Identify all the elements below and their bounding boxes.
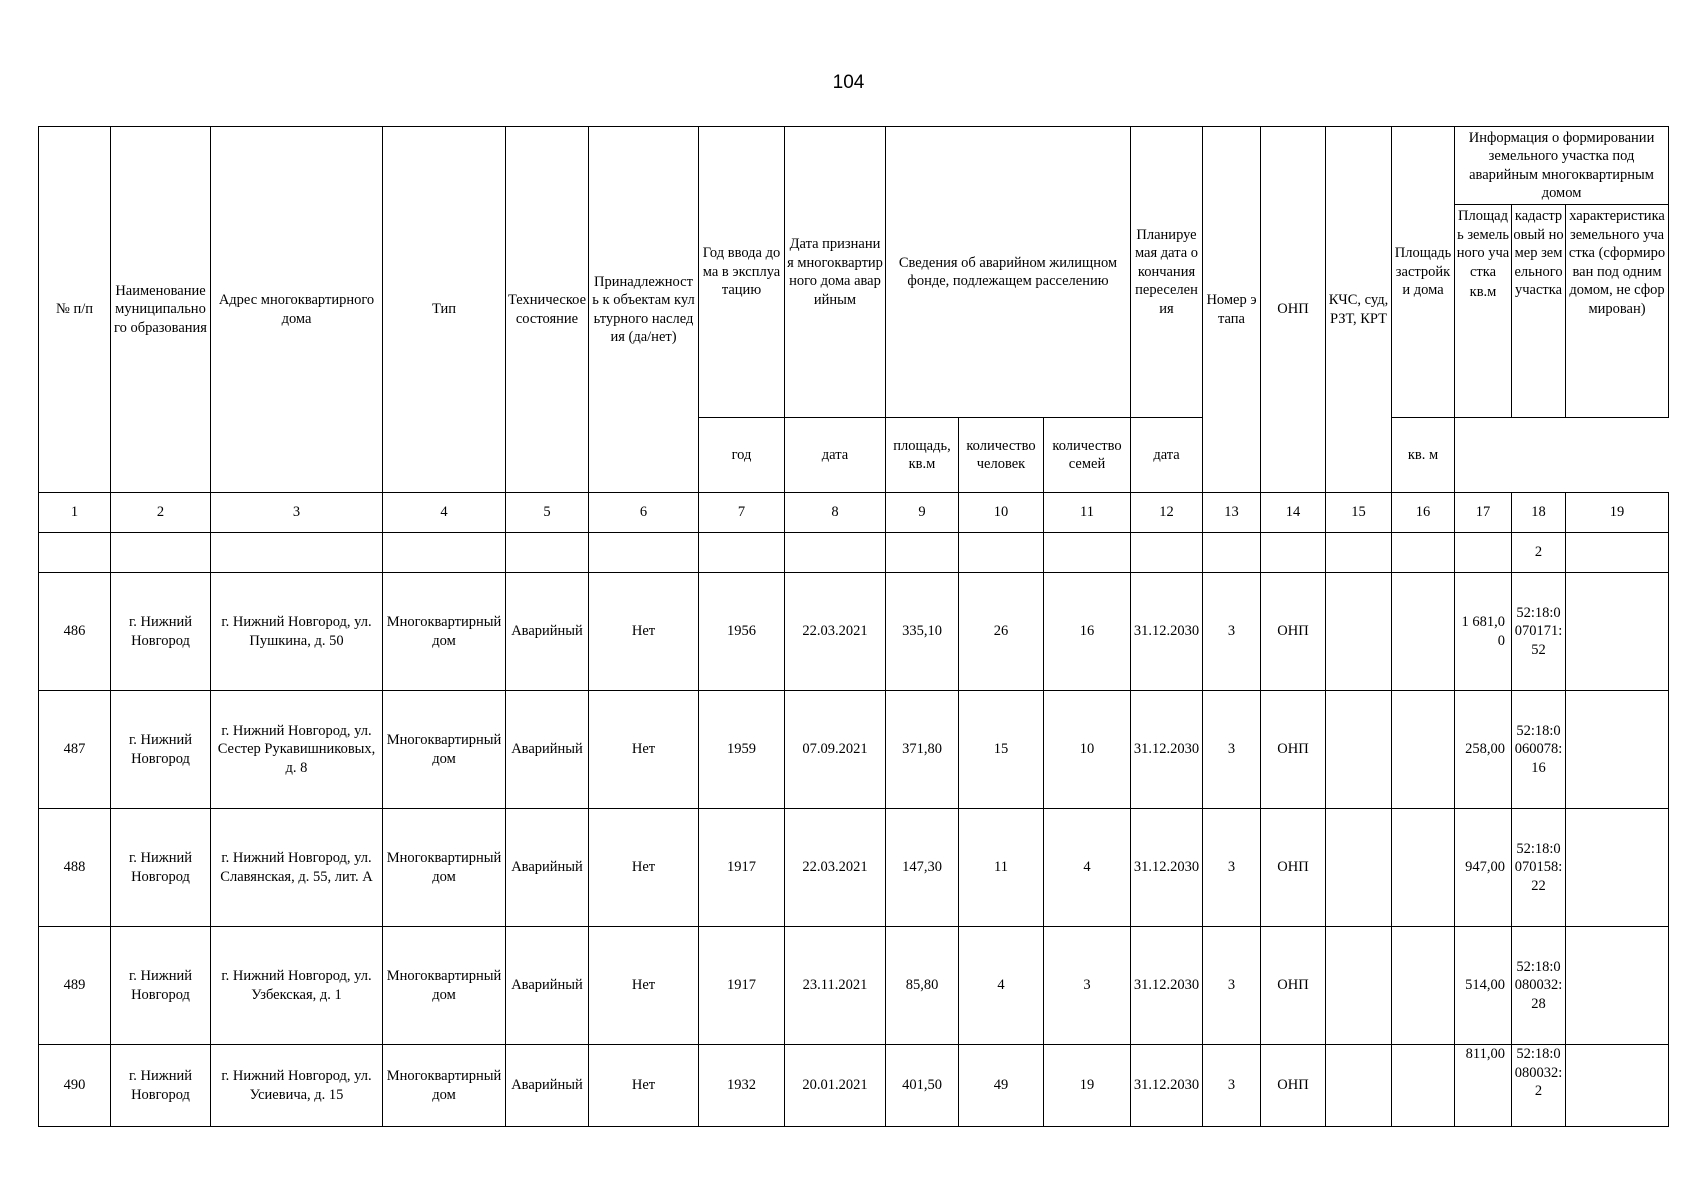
header-land-plot-group: [1455, 127, 1669, 418]
row-onp: ОНП: [1261, 1045, 1326, 1127]
header-municipality: Наименование муниципального образования: [111, 127, 211, 493]
header-year-of-commissioning: Год ввода дома в эксплуатацию: [699, 127, 785, 418]
row-year: 1917: [699, 809, 785, 927]
row-onp: ОНП: [1261, 927, 1326, 1045]
header-land-area-unit: кв.м: [1469, 284, 1497, 300]
row-year: 1959: [699, 691, 785, 809]
header-kchs: КЧС, суд, РЗТ, КРТ: [1326, 127, 1392, 493]
row-stage: 3: [1203, 691, 1261, 809]
header-build-area: Площадь застройки дома: [1392, 127, 1455, 418]
table-body: [39, 533, 1669, 1127]
row-address: г. Нижний Новгород, ул. Усиевича, д. 15: [211, 1045, 383, 1127]
sub-year: год: [699, 418, 785, 493]
row-heritage: Нет: [589, 809, 699, 927]
row-date: 07.09.2021: [785, 691, 886, 809]
row-land-area: 1 681,00: [1455, 573, 1512, 691]
row-kchs: [1326, 809, 1392, 927]
row-people: 4: [959, 927, 1044, 1045]
row-land-area: 258,00: [1455, 691, 1512, 809]
header-emergency-date: Дата признания многоквартирного дома аварийным: [785, 127, 886, 418]
row-cadastral: 52:18:0080032:28: [1512, 927, 1566, 1045]
row-land-area: 811,00: [1455, 1045, 1512, 1127]
row-state: Аварийный: [506, 573, 589, 691]
row-heritage: Нет: [589, 691, 699, 809]
header-onp: ОНП: [1261, 127, 1326, 493]
header-planned-resettlement: Планируемая дата окончания переселения: [1131, 127, 1203, 418]
row-cadastral: 52:18:0080032:2: [1512, 1045, 1566, 1127]
column-number: 14: [1261, 493, 1326, 533]
row-state: Аварийный: [506, 809, 589, 927]
row-families: 4: [1044, 809, 1131, 927]
row-year: 1932: [699, 1045, 785, 1127]
column-number-row: [39, 493, 1669, 533]
sub-people: количество человек: [959, 418, 1044, 493]
column-number: 6: [589, 493, 699, 533]
column-number: 13: [1203, 493, 1261, 533]
row-state: Аварийный: [506, 1045, 589, 1127]
column-number: 8: [785, 493, 886, 533]
column-number: 3: [211, 493, 383, 533]
row-people: 26: [959, 573, 1044, 691]
row-year: 1956: [699, 573, 785, 691]
column-number: 5: [506, 493, 589, 533]
row-onp: ОНП: [1261, 573, 1326, 691]
sub-plan-date: дата: [1131, 418, 1203, 493]
table-row: [39, 1045, 1669, 1127]
row-stage: 3: [1203, 809, 1261, 927]
row-onp: ОНП: [1261, 809, 1326, 927]
row-municipality: г. Нижний Новгород: [111, 927, 211, 1045]
table-row: [39, 809, 1669, 927]
row-area: 335,10: [886, 573, 959, 691]
header-cadastral: кадастровый номер земельного участка: [1512, 205, 1566, 417]
row-plan-date: 31.12.2030: [1131, 691, 1203, 809]
row-stage: 3: [1203, 573, 1261, 691]
row-build-area: [1392, 1045, 1455, 1127]
table-row: [39, 691, 1669, 809]
header-emergency-fund-group: Сведения об аварийном жилищном фонде, подлежащем расселению: [886, 127, 1131, 418]
row-type: Многоквартирный дом: [383, 809, 506, 927]
column-number: 2: [111, 493, 211, 533]
column-number: 9: [886, 493, 959, 533]
row-families: 3: [1044, 927, 1131, 1045]
row-families: 10: [1044, 691, 1131, 809]
row-build-area: [1392, 809, 1455, 927]
row-date: 20.01.2021: [785, 1045, 886, 1127]
row-date: 23.11.2021: [785, 927, 886, 1045]
row-families: 16: [1044, 573, 1131, 691]
row-build-area: [1392, 927, 1455, 1045]
row-number: 488: [39, 809, 111, 927]
row-plan-date: 31.12.2030: [1131, 927, 1203, 1045]
row-address: г. Нижний Новгород, ул. Пушкина, д. 50: [211, 573, 383, 691]
header-number: № п/п: [39, 127, 111, 493]
row-number: 490: [39, 1045, 111, 1127]
column-number: 18: [1512, 493, 1566, 533]
row-families: 19: [1044, 1045, 1131, 1127]
row-onp: ОНП: [1261, 691, 1326, 809]
header-address: Адрес многоквартирного дома: [211, 127, 383, 493]
row-kchs: [1326, 1045, 1392, 1127]
row-land-area: 514,00: [1455, 927, 1512, 1045]
row-kchs: [1326, 691, 1392, 809]
row-cadastral: 52:18:0070158:22: [1512, 809, 1566, 927]
row-type: Многоквартирный дом: [383, 1045, 506, 1127]
column-number: 12: [1131, 493, 1203, 533]
column-number: 17: [1455, 493, 1512, 533]
row-heritage: Нет: [589, 573, 699, 691]
header-heritage: Принадлежность к объектам культурного наследия (да/нет): [589, 127, 699, 493]
column-number: 15: [1326, 493, 1392, 533]
row-cadastral: 52:18:0060078:16: [1512, 691, 1566, 809]
table-row: [39, 927, 1669, 1045]
row-area: 85,80: [886, 927, 959, 1045]
table-row: [39, 573, 1669, 691]
row-address: г. Нижний Новгород, ул. Сестер Рукавишниковых, д. 8: [211, 691, 383, 809]
row-land-characteristic: [1566, 927, 1669, 1045]
row-number: 486: [39, 573, 111, 691]
sub-area: площадь, кв.м: [886, 418, 959, 493]
row-people: 11: [959, 809, 1044, 927]
header-land-area: [1455, 205, 1512, 417]
row-cadastral: 52:18:0070171:52: [1512, 573, 1566, 691]
header-type: Тип: [383, 127, 506, 493]
header-land-area-label: Площадь земельного участка: [1456, 208, 1510, 280]
row-plan-date: 31.12.2030: [1131, 573, 1203, 691]
row-build-area: [1392, 573, 1455, 691]
continuation-row: [39, 533, 1669, 573]
row-plan-date: 31.12.2030: [1131, 809, 1203, 927]
row-type: Многоквартирный дом: [383, 691, 506, 809]
row-people: 49: [959, 1045, 1044, 1127]
row-type: Многоквартирный дом: [383, 927, 506, 1045]
row-type: Многоквартирный дом: [383, 573, 506, 691]
row-kchs: [1326, 573, 1392, 691]
sub-build-area-unit: кв. м: [1392, 418, 1455, 493]
row-land-characteristic: [1566, 1045, 1669, 1127]
row-stage: 3: [1203, 1045, 1261, 1127]
continuation-cadastral: 2: [1512, 533, 1566, 573]
row-area: 147,30: [886, 809, 959, 927]
header-land-plot-group-label: Информация о формировании земельного участка под аварийным многоквартирным домом: [1455, 127, 1668, 205]
row-area: 401,50: [886, 1045, 959, 1127]
column-number: 1: [39, 493, 111, 533]
column-number: 16: [1392, 493, 1455, 533]
row-municipality: г. Нижний Новгород: [111, 809, 211, 927]
row-address: г. Нижний Новгород, ул. Славянская, д. 55, лит. А: [211, 809, 383, 927]
sub-date: дата: [785, 418, 886, 493]
row-area: 371,80: [886, 691, 959, 809]
row-state: Аварийный: [506, 927, 589, 1045]
emergency-housing-table: [38, 126, 1669, 1127]
row-date: 22.03.2021: [785, 809, 886, 927]
row-address: г. Нижний Новгород, ул. Узбекская, д. 1: [211, 927, 383, 1045]
row-land-characteristic: [1566, 573, 1669, 691]
row-kchs: [1326, 927, 1392, 1045]
row-number: 489: [39, 927, 111, 1045]
row-municipality: г. Нижний Новгород: [111, 691, 211, 809]
row-year: 1917: [699, 927, 785, 1045]
column-number: 10: [959, 493, 1044, 533]
row-heritage: Нет: [589, 927, 699, 1045]
column-number: 19: [1566, 493, 1669, 533]
row-heritage: Нет: [589, 1045, 699, 1127]
row-municipality: г. Нижний Новгород: [111, 573, 211, 691]
column-number: 4: [383, 493, 506, 533]
header-stage: Номер этапа: [1203, 127, 1261, 493]
row-number: 487: [39, 691, 111, 809]
header-technical-state: Техническое состояние: [506, 127, 589, 493]
row-stage: 3: [1203, 927, 1261, 1045]
column-number: 11: [1044, 493, 1131, 533]
row-build-area: [1392, 691, 1455, 809]
row-state: Аварийный: [506, 691, 589, 809]
row-land-characteristic: [1566, 809, 1669, 927]
row-municipality: г. Нижний Новгород: [111, 1045, 211, 1127]
row-plan-date: 31.12.2030: [1131, 1045, 1203, 1127]
row-land-characteristic: [1566, 691, 1669, 809]
page-number: 104: [832, 72, 865, 93]
row-land-area: 947,00: [1455, 809, 1512, 927]
header-land-characteristic: характеристика земельного участка (сформирован под одним домом, не сформирован): [1568, 208, 1666, 317]
sub-families: количество семей: [1044, 418, 1131, 493]
row-date: 22.03.2021: [785, 573, 886, 691]
row-people: 15: [959, 691, 1044, 809]
column-number: 7: [699, 493, 785, 533]
